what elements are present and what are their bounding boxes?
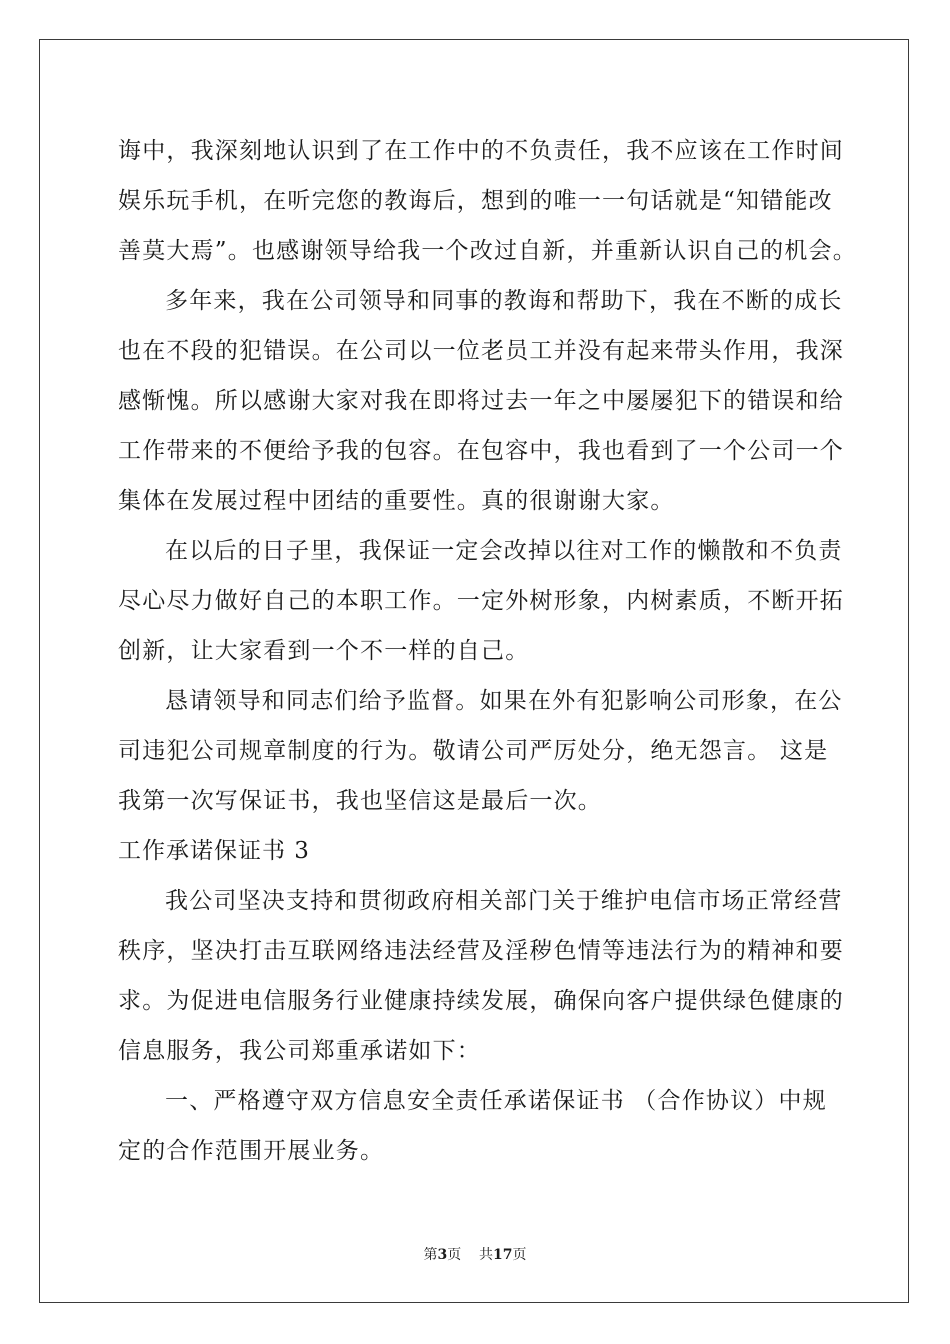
text-line: 多年来，我在公司领导和同事的教诲和帮助下，我在不断的成长 [165, 288, 843, 314]
text-line: 感惭愧。所以感谢大家对我在即将过去一年之中屡屡犯下的错误和给 [118, 388, 844, 414]
page-footer [0, 1244, 950, 1264]
text-line: 也在不段的犯错误。在公司以一位老员工并没有起来带头作用，我深 [118, 338, 844, 364]
text-line: 尽心尽力做好自己的本职工作。一定外树形象，内树素质，不断开拓 [118, 588, 844, 614]
footer-page-number: 3 [437, 1247, 448, 1263]
document-body [118, 126, 857, 1176]
footer-total-suffix: 页 [512, 1247, 527, 1263]
text-line: 信息服务，我公司郑重承诺如下： [118, 1038, 481, 1064]
text-line: 创新，让大家看到一个不一样的自己。 [118, 638, 530, 664]
text-line: 求。为促进电信服务行业健康持续发展，确保向客户提供绿色健康的 [118, 988, 844, 1014]
text-line: 定的合作范围开展业务。 [118, 1138, 385, 1164]
text-line: 一、严格遵守双方信息安全责任承诺保证书 （合作协议）中规 [165, 1088, 827, 1114]
footer-page-prefix: 第 [423, 1247, 438, 1263]
text-line: 恳请领导和同志们给予监督。如果在外有犯影响公司形象，在公 [165, 688, 843, 714]
text-line: 在以后的日子里，我保证一定会改掉以往对工作的懒散和不负责 [165, 538, 843, 564]
footer-total-prefix: 共 [479, 1247, 494, 1263]
footer-page-suffix: 页 [447, 1247, 462, 1263]
section-heading: 工作承诺保证书 3 [118, 838, 310, 864]
text-line: 司违犯公司规章制度的行为。敬请公司严厉处分，绝无怨言。 这是 [118, 738, 829, 764]
text-line: 秩序，坚决打击互联网络违法经营及淫秽色情等违法行为的精神和要 [118, 938, 844, 964]
text-line: 工作带来的不便给予我的包容。在包容中，我也看到了一个公司一个 [118, 438, 844, 464]
text-line: 我公司坚决支持和贯彻政府相关部门关于维护电信市场正常经营 [165, 888, 843, 914]
text-line: 善莫大焉”。也感谢领导给我一个改过自新，并重新认识自己的机会。 [118, 238, 857, 264]
footer-total-number: 17 [493, 1247, 513, 1263]
text-line: 诲中，我深刻地认识到了在工作中的不负责任，我不应该在工作时间 [118, 138, 844, 164]
text-line: 娱乐玩手机，在听完您的教诲后，想到的唯一一句话就是“知错能改 [118, 188, 833, 214]
text-line: 我第一次写保证书，我也坚信这是最后一次。 [118, 788, 602, 814]
text-line: 集体在发展过程中团结的重要性。真的很谢谢大家。 [118, 488, 675, 514]
